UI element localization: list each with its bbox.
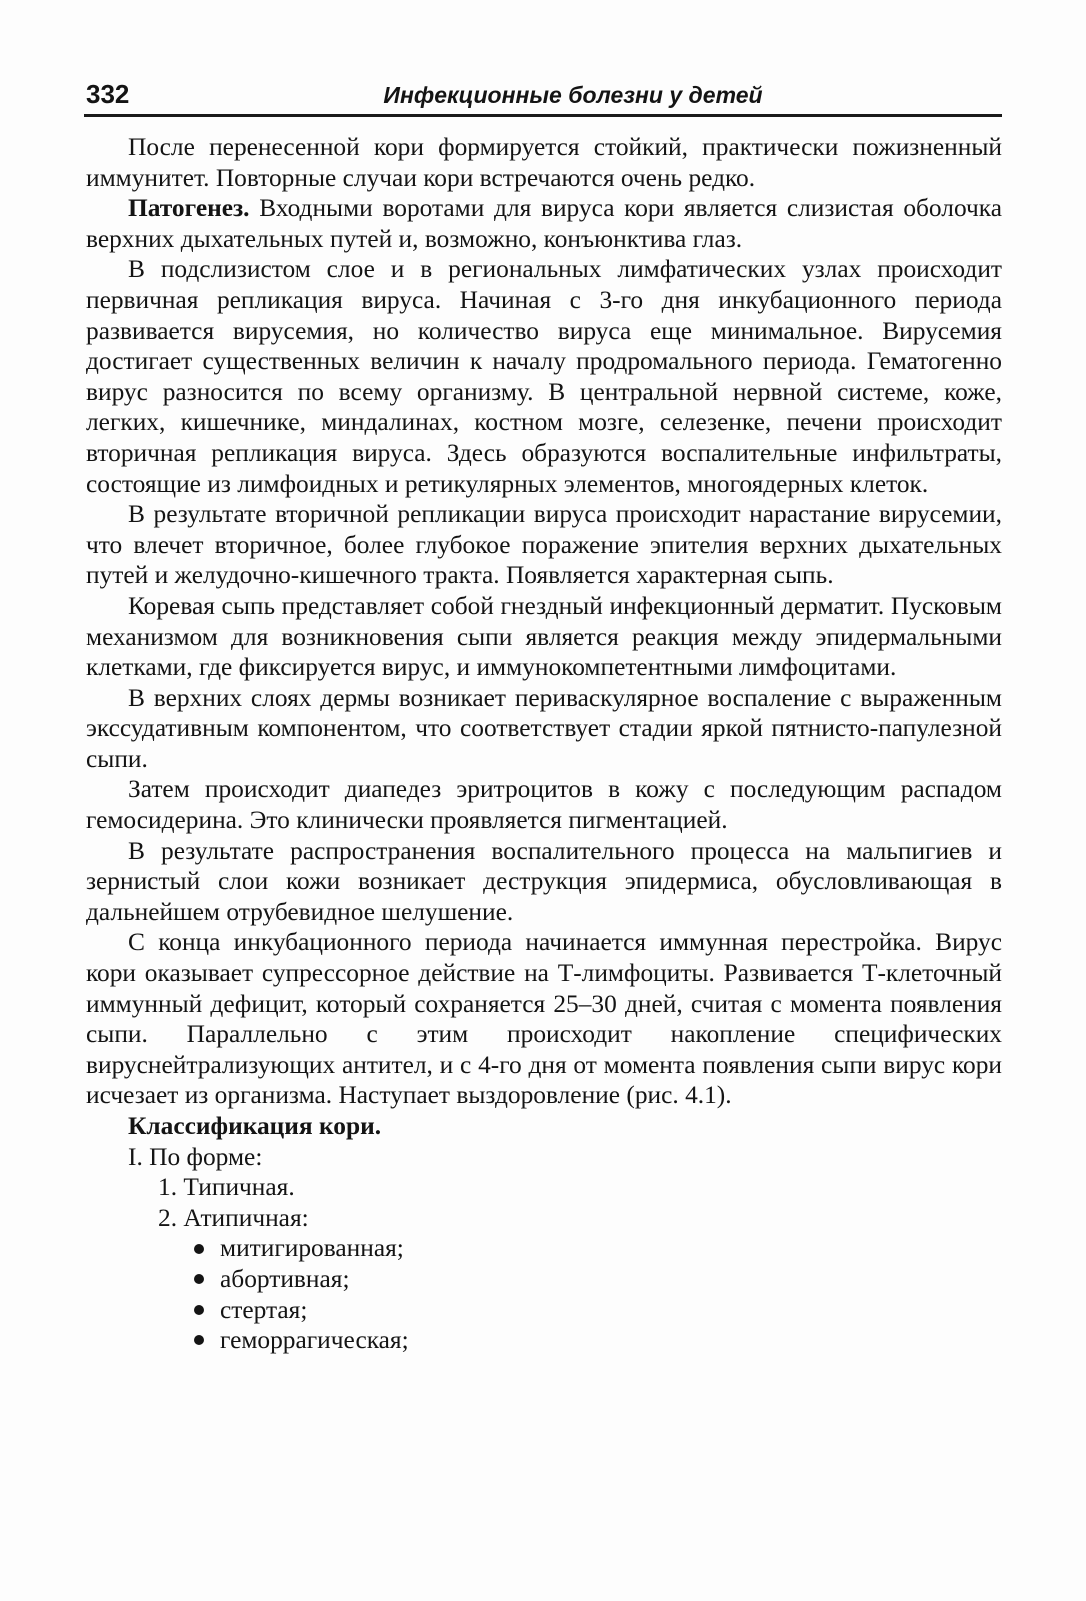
running-title: Инфекционные болезни у детей	[383, 82, 763, 108]
paragraph: В верхних слоях дермы возникает периваскулярное воспаление с выраженным экссудативным компонентом, что соответствует стадии яркой пятнисто-папулезной сыпи.	[86, 683, 1002, 773]
bullet-item	[86, 1233, 1002, 1264]
bullet-text: стертая;	[220, 1295, 308, 1324]
bullet-icon	[194, 1244, 204, 1254]
paragraph: После перенесенной кори формируется стойкий, практически пожизненный иммунитет. Повторные случаи кори встречаются очень редко.	[86, 133, 1002, 192]
paragraph-text: Входными воротами для вируса кори является слизистая оболочка верхних дыхательных путей и, возможно, конъюнктива глаз.	[86, 194, 1002, 253]
paragraph	[86, 193, 1002, 254]
paragraph: В результате распространения воспалительного процесса на мальпигиев и зернистый слои кожи возникает деструкция эпидермиса, обусловливающая в дальнейшем отрубевидное шелушение.	[86, 836, 1002, 926]
bullet-icon	[194, 1305, 204, 1315]
paragraph: В результате вторичной репликации вируса происходит нарастание вирусемии, что влечет вторичное, более глубокое поражение эпителия верхних дыхательных путей и желудочно-кишечного тракта. Появляется характерная сыпь.	[86, 500, 1002, 590]
paragraph: Затем происходит диапедез эритроцитов в кожу с последующим распадом гемосидерина. Это клинически проявляется пигментацией.	[86, 775, 1002, 835]
bullet-item	[86, 1295, 1002, 1326]
bullet-item	[86, 1264, 1002, 1295]
section-lead: Патогенез.	[128, 194, 250, 223]
paragraph: Коревая сыпь представляет собой гнездный инфекционный дерматит. Пусковым механизмом для возникновения сыпи является реакция между эпидермальными клетками, где фиксируется вирус, и иммунокомпетентными лимфоцитами.	[86, 591, 1002, 682]
page-body	[86, 132, 1002, 1356]
bullet-text: митигированная;	[220, 1234, 404, 1263]
bullet-item	[86, 1325, 1002, 1356]
page-header	[84, 78, 1002, 117]
classification-heading: Классификация кори.	[128, 1112, 382, 1140]
paragraph: С конца инкубационного периода начинается иммунная перестройка. Вирус кори оказывает супрессорное действие на Т-лимфоциты. Развивается Т-клеточный иммунный дефицит, который сохраняется 25–30 дней, считая с момента появления сыпи. Параллельно с этим происходит накопление специфических вируснейтрализующих антител, и с 4-го дня от момента появления сыпи вирус кори исчезает из организма. Наступает выздоровление (рис. 4.1).	[86, 928, 1002, 1110]
list-level-1: I. По форме:	[128, 1142, 263, 1171]
paragraph: В подслизистом слое и в региональных лимфатических узлах происходит первичная репликация вируса. Начиная с 3-го дня инкубационного периода развивается вирусемия, но количество вируса еще минимальное. Вирусемия достигает существенных величин к началу продромального периода. Гематогенно вирус разносится по всему организму. В центральной нервной системе, коже, легких, кишечнике, миндалинах, костном мозге, селезенке, печени происходит вторичная репликация вируса. Здесь образуются воспалительные инфильтраты, состоящие из лимфоидных и ретикулярных элементов, многоядерных клеток.	[86, 255, 1002, 498]
list-item: 1. Типичная.	[158, 1173, 295, 1202]
page-number: 332	[86, 79, 130, 109]
bullet-text: абортивная;	[220, 1264, 350, 1293]
list-item: 2. Атипичная:	[158, 1203, 309, 1232]
bullet-icon	[194, 1274, 204, 1284]
bullet-text: геморрагическая;	[220, 1326, 409, 1355]
bullet-icon	[194, 1335, 204, 1345]
